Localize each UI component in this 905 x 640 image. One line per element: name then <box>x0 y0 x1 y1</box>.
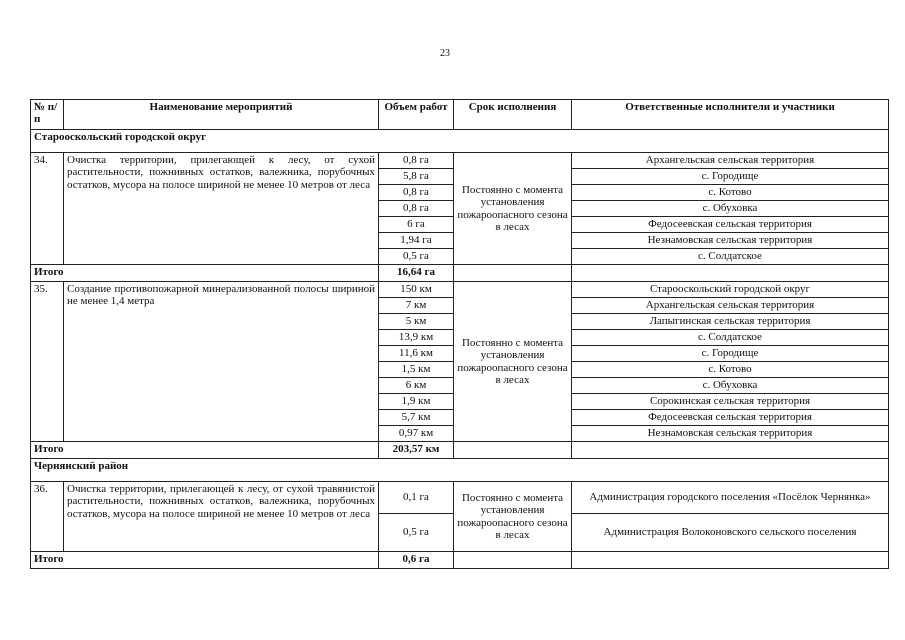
volume-cell: 11,6 км <box>379 346 454 362</box>
total-label: Итого <box>31 442 379 459</box>
party-cell: Сорокинская сельская территория <box>572 394 889 410</box>
volume-cell: 1,9 км <box>379 394 454 410</box>
term-cell: Постоянно с момента установления пожароопасного сезона в лесах <box>454 153 572 265</box>
volume-cell: 0,8 га <box>379 153 454 169</box>
party-cell: Незнамовская сельская территория <box>572 426 889 442</box>
total-label: Итого <box>31 265 379 282</box>
volume-cell: 6 га <box>379 217 454 233</box>
empty-cell <box>572 265 889 282</box>
section-row <box>31 459 889 482</box>
party-cell: Федосеевская сельская территория <box>572 217 889 233</box>
header-num: № п/п <box>31 100 64 130</box>
party-cell: Администрация городского поселения «Посёлок Чернянка» <box>572 482 889 514</box>
total-value: 16,64 га <box>379 265 454 282</box>
header-name: Наименование мероприятий <box>64 100 379 130</box>
party-cell: Федосеевская сельская территория <box>572 410 889 426</box>
table-row <box>31 153 889 169</box>
volume-cell: 0,8 га <box>379 185 454 201</box>
volume-cell: 0,8 га <box>379 201 454 217</box>
total-row <box>31 552 889 569</box>
total-row <box>31 442 889 459</box>
volume-cell: 13,9 км <box>379 330 454 346</box>
item-name: Создание противопожарной минерализованной полосы шириной не менее 1,4 метра <box>64 282 379 442</box>
volume-cell: 5,7 км <box>379 410 454 426</box>
party-cell: с. Обуховка <box>572 378 889 394</box>
item-name: Очистка территории, прилегающей к лесу, от сухой травянистой растительности, пожнивных остатков, валежника, порубочных остатков, мусора на полосе шириной не менее 10 метров от леса <box>64 482 379 552</box>
item-number: 34. <box>31 153 64 265</box>
volume-cell: 7 км <box>379 298 454 314</box>
total-value: 0,6 га <box>379 552 454 569</box>
header-volume: Объем работ <box>379 100 454 130</box>
empty-cell <box>572 442 889 459</box>
volume-cell: 5,8 га <box>379 169 454 185</box>
section-row <box>31 130 889 153</box>
party-cell: с. Обуховка <box>572 201 889 217</box>
total-row <box>31 265 889 282</box>
party-cell: Незнамовская сельская территория <box>572 233 889 249</box>
term-cell: Постоянно с момента установления пожароопасного сезона в лесах <box>454 482 572 552</box>
item-name: Очистка территории, прилегающей к лесу, от сухой растительности, пожнивных остатков, валежника, порубочных остатков, мусора на полосе шириной не менее 10 метров от леса <box>64 153 379 265</box>
total-value: 203,57 км <box>379 442 454 459</box>
page-number: 23 <box>440 48 450 59</box>
party-cell: с. Солдатское <box>572 249 889 265</box>
volume-cell: 1,94 га <box>379 233 454 249</box>
empty-cell <box>454 265 572 282</box>
empty-cell <box>454 442 572 459</box>
party-cell: с. Городище <box>572 169 889 185</box>
volume-cell: 0,1 га <box>379 482 454 514</box>
party-cell: Лапыгинская сельская территория <box>572 314 889 330</box>
volume-cell: 150 км <box>379 282 454 298</box>
table-header-row <box>31 100 889 130</box>
party-cell: Архангельская сельская территория <box>572 153 889 169</box>
section-title: Чернянский район <box>31 459 889 482</box>
party-cell: Архангельская сельская территория <box>572 298 889 314</box>
volume-cell: 0,5 га <box>379 514 454 552</box>
party-cell: с. Городище <box>572 346 889 362</box>
party-cell: Администрация Волоконовского сельского поселения <box>572 514 889 552</box>
table-row <box>31 282 889 298</box>
party-cell: с. Котово <box>572 362 889 378</box>
table-row <box>31 482 889 514</box>
header-responsible: Ответственные исполнители и участники <box>572 100 889 130</box>
total-label: Итого <box>31 552 379 569</box>
party-cell: с. Солдатское <box>572 330 889 346</box>
party-cell: Старооскольский городской округ <box>572 282 889 298</box>
header-term: Срок исполнения <box>454 100 572 130</box>
item-number: 36. <box>31 482 64 552</box>
term-cell: Постоянно с момента установления пожароопасного сезона в лесах <box>454 282 572 442</box>
volume-cell: 5 км <box>379 314 454 330</box>
section-title: Старооскольский городской округ <box>31 130 889 153</box>
volume-cell: 0,5 га <box>379 249 454 265</box>
item-number: 35. <box>31 282 64 442</box>
empty-cell <box>572 552 889 569</box>
volume-cell: 6 км <box>379 378 454 394</box>
empty-cell <box>454 552 572 569</box>
volume-cell: 1,5 км <box>379 362 454 378</box>
party-cell: с. Котово <box>572 185 889 201</box>
activities-table <box>30 99 889 569</box>
volume-cell: 0,97 км <box>379 426 454 442</box>
